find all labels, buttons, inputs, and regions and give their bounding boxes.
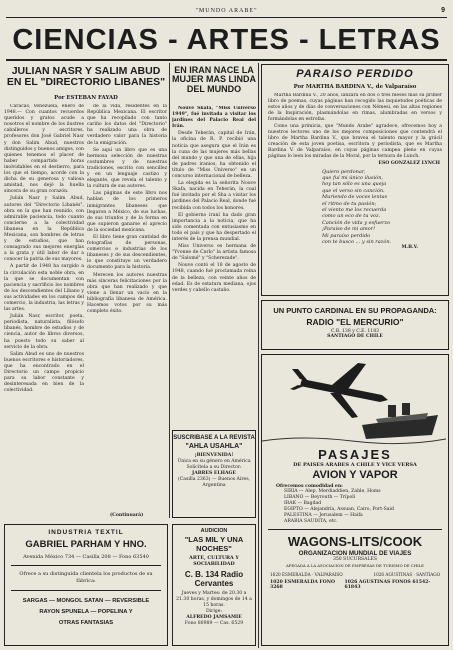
ad-pasajes-mode: AVION Y VAPOR <box>312 469 398 481</box>
route-item: PALESTINA — Jerusalem — Haifa <box>284 513 363 518</box>
article-headline-nasr: JULIAN NASR Y SALIM ABUD EN EL "DIRECTORIO LIBANES" <box>6 65 166 89</box>
paragraph: Merecen los autores nuestras más sinceras felicitaciones por la obra que han realizado y que viene a llenar un vacío en la bibliografía libanesa de América. Hacemos votos por su más completo éxito. <box>87 272 167 315</box>
ad-audicion-title: AUDICION <box>200 528 228 534</box>
page-number: 9 <box>441 7 445 14</box>
poem-line: con te busco ... y sin razón. <box>322 239 392 246</box>
poem-line: hoy tan sólo es una queja <box>322 181 387 188</box>
paragraph: Desde Teherán, capital de Irán, la oficina de R. P. recibió una noticia que asegura que el Irán es la cuna de las mujeres más bellas del mundo y que una de ellas, hija de padres iranios, ha obtenido el título de "Miss Universo" en un concurso internacional de belleza. <box>172 131 256 180</box>
paragraph: La elegida es la señorita Nouve Skafa, nacida en Teherán, la cual fué invitada por el Sha a visitar los jardines del Palacio Real, donde fué recibida con todos los honores. <box>172 181 256 211</box>
ad-industria-textil <box>4 524 168 646</box>
ad-wagons-addr-left: 1620 ESMERALDA · VALPARAISO <box>270 572 343 577</box>
ad-radio-mercurio <box>261 300 449 350</box>
article-paraiso-perdido <box>261 64 449 296</box>
publication-title: "MUNDO ARABE" <box>195 8 258 14</box>
article-body-col2 <box>87 104 167 512</box>
paragraph: A partir de 1948 ha surgido a la circulación esta noble obra, en la que se documentan con paciencia y sacrificio los nombres de los descendientes del Líbano y sus actividades en los campos del comercio, la industria, las letras y las artes. <box>4 264 84 313</box>
ad-audicion-line: Fono 80989 — Cas. 6529 <box>184 621 244 626</box>
ad-audicion-station: C. B. 134 Radio Cervantes <box>184 570 244 588</box>
paragraph: Caracas, Venezuela, enero de 1948.— Con cuantos recuerdos queridos y gratos acude a nosotros el nombre de los ilustres caballeros y escritores, profesores don José Gabriel Nasr y don Salim Abud, nuestros distinguidos y buenos amigos, con quienes tenemos el placer de haber compartido horas inolvidables en el destierro, para los que el tiempo, acorde con la dicha de su generosa y valiosa amistad, nos dejó la huella sincera de su gran corazón. <box>4 104 84 195</box>
ad-pasajes-offer: Ofrecemos comodidad en: <box>276 484 343 489</box>
ad-audicion <box>172 524 256 646</box>
poem-line: el viento me los recuerda <box>322 206 387 213</box>
ad-textil-line: Ofrece a su distinguida clientela los productos de su fábrica: <box>19 571 153 584</box>
ad-wagons-tagline: APEGADA A LA ASOCIACION DE EMPRESAS DE TURISMO DE CHILE <box>286 563 424 568</box>
paragraph: Julián Nasr, escritor, poeta, periodista, naturalista, filósofo libanés, hombre de estudios y de ciencia, autor de libros diversos, ha puesto todo su saber al servicio de la obra. <box>4 314 84 350</box>
ad-suscribase-line: Única en su género en América <box>177 459 251 464</box>
ad-wagons-phone-left: 1020 ESMERALDA FONO 3268 <box>270 580 336 590</box>
ad-textil-product: OTRAS FANTASIAS <box>58 620 114 626</box>
paragraph: Julián Nasr y Salim Abud, autores del "Directorio Libanés", obra en la que han reunido, con admirable paciencia, todo cuanto concierne a la colectividad libanesa en la República Mexicana, son hombres de letras y de estudios, que han consagrado sus mejores energías a la grata y útil labor de dar a conocer la patria de sus mayores. <box>4 196 84 263</box>
ad-suscribase <box>172 430 256 518</box>
poem-line: que el verso sin canción. <box>322 187 385 194</box>
ad-suscribase-line: ¡BIENVENIDA! <box>194 453 234 458</box>
paragraph: Salim Abud es uno de nuestros buenos escritores e historiadores, que ha encontrado en el Directorio un campo propicio para su labor constante y desinteresada en bien de la colectividad. <box>4 351 84 394</box>
poem <box>322 169 448 246</box>
route-item: IRAK — Bagdad <box>284 501 322 506</box>
ad-audicion-line: Jueves y Martes: de 20.30 a 21.30 horas, y domingos de 14 a 15 horas. <box>176 591 252 608</box>
ad-pasajes-subtitle: DE PAISES ARABES A CHILE Y VICE VERSA <box>293 462 417 468</box>
route-item: EGIPTO — Alejandría, Assuan, Cairo, Port-Said <box>284 507 394 512</box>
ad-audicion-subtitle: ARTE, CULTURA Y SOCIABILIDAD <box>189 555 239 567</box>
article-byline-fayad: Por ESTEBAN FAYAD <box>54 95 118 101</box>
poem-line: Quiero perdonar, <box>322 168 366 175</box>
continued-note: (Continuará) <box>110 513 144 518</box>
article-byline-bardina: Por MARTHA BARDINA V., de Valparaíso <box>293 83 417 90</box>
ad-wagons-org: ORGANIZACION MUNDIAL DE VIAJES <box>298 550 412 557</box>
paragraph: Como una primicia, que "Mundo Arabe" agradece, ofrecemos hoy a nuestros lectores uno de los mejores composiciones que contendrá el libro de Martha Bardina V., que bravea el talento mayor y la grácil creación de esta joven poetisa, escritora y periodista, que es Martha Bardina V. de Valparaíso, en cuyas páginas campea pleno en cuyas páginas lo leen los miradas de la Moral, por la ternura de Lunch. <box>268 124 442 160</box>
ad-audicion-line: ALFREDO JAMSAMIE <box>186 615 242 620</box>
article-headline-paraiso: PARAISO PERDIDO <box>296 68 414 80</box>
paragraph: El libro tiene gran cantidad de fotografías de personas, comercios e industrias de los libaneses y de sus descendientes, lo que constituye un verdadero documento para la historia. <box>87 234 167 271</box>
ad-pasajes-routes <box>284 489 448 525</box>
paragraph: de la vida, residentes en la República Mexicana. El escritor que ha recopilado con tanto cariño los datos del "Directorio" ha realizado una obra de verdadero valor para la historia de la emigración. <box>87 104 167 146</box>
ad-suscribase-name: "AHLA USAHLA" <box>185 443 243 450</box>
ad-suscribase-title: SUSCRIBASE A LA REVISTA <box>173 435 255 441</box>
column-rule <box>169 63 170 518</box>
ad-mercurio-freq: C.B. 138 y C.E. 1183 <box>330 329 380 334</box>
paragraph: Miss Universo es hermana de "Yvonne de Carlo" la artista famosa de "Salomé" y "Scherezade". <box>172 244 256 262</box>
ad-suscribase-line: JABRES ELHAGE <box>192 471 236 476</box>
ad-wagons-branches: 350 SUCURSALES <box>332 557 378 562</box>
poem-initials: M.B.V. <box>401 245 418 251</box>
ad-mercurio-name: RADIO "EL MERCURIO" <box>306 317 404 327</box>
article-body-paraiso <box>268 93 442 161</box>
poem-line: Muriendo de voces lentas <box>322 194 388 201</box>
ad-mercurio-title: UN PUNTO CARDINAL EN SU PROPAGANDA: <box>273 306 437 315</box>
ad-wagons-lits <box>261 354 449 646</box>
banner-rule <box>6 59 447 61</box>
ad-wagons-brand: WAGONS-LITS/COOK <box>287 534 423 549</box>
poem-line: Mi paraíso perdido <box>322 232 371 239</box>
ad-mercurio-city: SANTIAGO DE CHILE <box>327 334 383 339</box>
paragraph: Se aquí un libro que es una hermosa selección de nuestras costumbres y de nuestras tradiciones, escrito con sencillez y en un lenguaje castizo y elegante, que revela el talento y la cultura de sus autores. <box>87 147 167 190</box>
ad-textil-company: GABRIEL PARHAM Y HNO. <box>25 539 147 550</box>
ad-suscribase-line: Solicítela a su Director: <box>186 465 242 470</box>
paragraph: Nouve Skafa, "Miss Universo 1949", fué invitada a visitar los jardines del Palacio Real del Irán. <box>172 106 256 130</box>
header-rule <box>6 17 447 18</box>
article-body-col1 <box>4 104 84 522</box>
route-item: LIBANO — Beyrouth — Trípoli <box>284 495 356 500</box>
ad-suscribase-line: (Casilla 2363) — Buenos Aires, Argentina <box>177 477 251 488</box>
ad-textil-product: SARGAS — MONGOL SATAN — REVERSIBLE <box>22 598 150 604</box>
ad-wagons-addr-right: 1026 AGUSTINAS · SANTIAGO <box>373 572 440 577</box>
paragraph: Martha Bardina V., 20 años, lanzará en dos o tres meses más su primer libro de poemas, cuyas páginas han recogido las inquietudes poéticas de estos años y de días de conversaciones con Némesi, en las altas regiones de la Inspiración, plasmándolas en rimas, alumbradas en versos y formándolas en estrofas. <box>268 92 442 122</box>
poem-line: ¡Paraíso de mi amor! <box>322 226 376 233</box>
poem-line: que fuí mi único ilusión, <box>322 174 384 181</box>
ad-textil-title: INDUSTRIA TEXTIL <box>48 529 124 536</box>
column-rule <box>258 63 259 648</box>
ad-wagons-phone-right: 1026 AGUSTINAS FONOS 61542-61843 <box>344 580 431 590</box>
route-item: SIRIA — Alep, Merdiaddien, Zahle, Homs <box>284 489 381 494</box>
airplane-ship-icon <box>262 355 446 447</box>
paragraph: El gobierno iraní ha dado gran importancia a la noticia, que ha sido comentada con entusiasmo en todo el país y que ha despertado el interés de la prensa mundial. <box>172 212 256 242</box>
poem-line: Canción de vida y esfuerzo <box>322 219 391 226</box>
ad-textil-product: RAYON SPUNELA — POPELINA Y <box>39 609 133 615</box>
paragraph: Nouve contó el 18 de agosto de 1948, cuando fué proclamada reina de la belleza, con veinte años de edad. Es de estatura mediana, ojos verdes y cabello castaño. <box>172 263 256 293</box>
poem-line: como un eco de tu voz. <box>322 213 381 220</box>
ad-audicion-name: "LAS MIL Y UNA NOCHES" <box>184 535 244 553</box>
article-headline-iran: EN IRAN NACE LA MUJER MAS LINDA DEL MUNDO <box>171 65 256 94</box>
ad-textil-address: Avenida México 734 — Casilla 208 — Fono 63540 <box>23 554 149 560</box>
poem-line: el ritmo de tu pasión; <box>322 200 377 207</box>
ad-audicion-line: Dirige: <box>205 609 223 614</box>
article-signature: ESO GONZALEZ LYNCH <box>378 160 440 166</box>
section-banner: CIENCIAS - ARTES - LETRAS <box>12 24 441 56</box>
route-item: ARABIA SAUDITA, etc. <box>284 519 338 524</box>
article-body-iran <box>172 106 256 426</box>
ad-pasajes-title: PASAJES <box>318 447 392 462</box>
travel-illustration <box>262 355 448 447</box>
paragraph: Las páginas de este libro nos hablan de los primeros inmigrantes libaneses que llegaron a México, de sus luchas, de sus triunfos y de la forma en que supieron ganarse el aprecio de la sociedad mexicana. <box>87 191 167 233</box>
